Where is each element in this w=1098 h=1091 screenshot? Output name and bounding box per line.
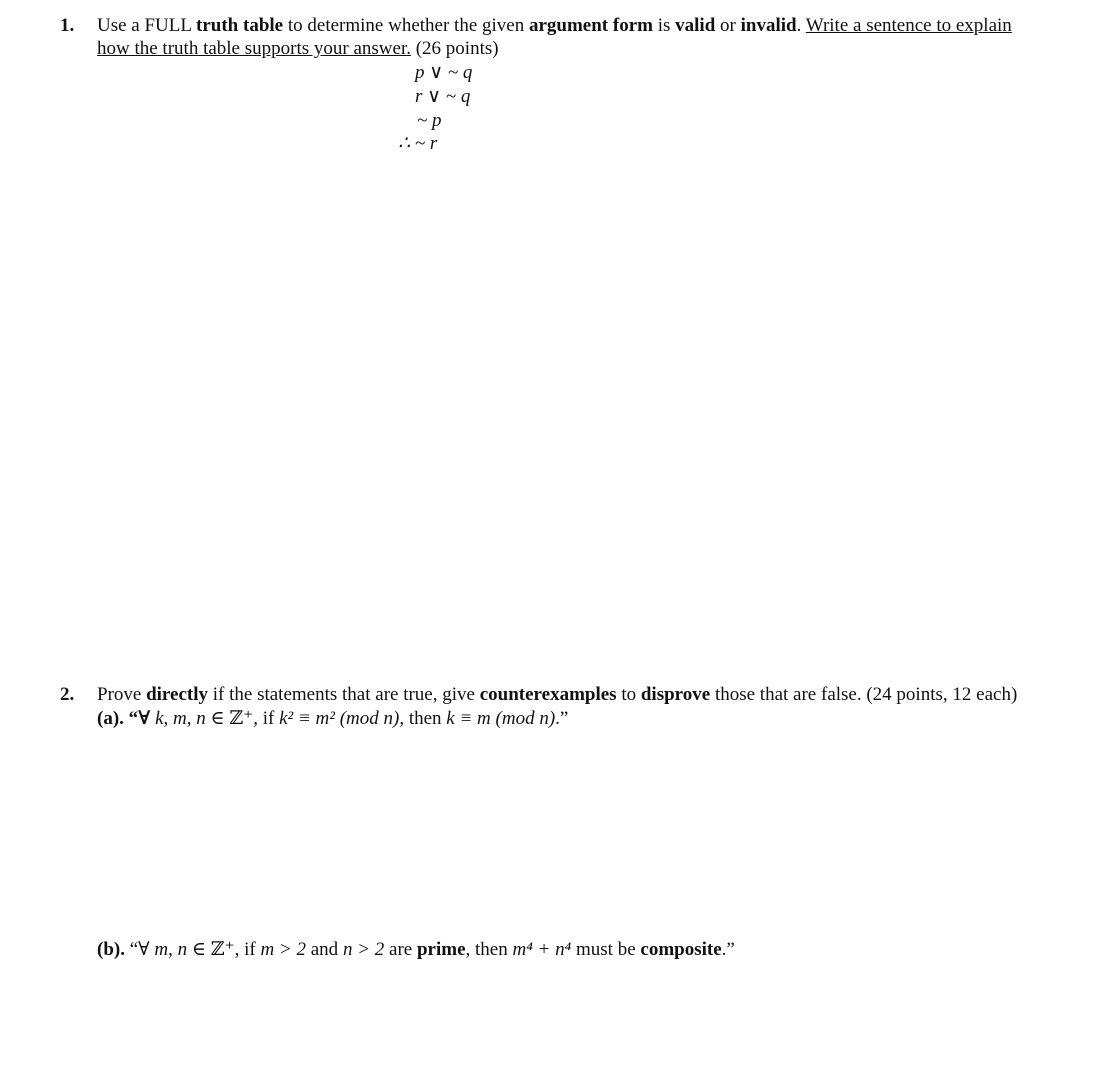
part-a: [97, 708, 568, 730]
part-b-condition-m: m > 2: [260, 939, 306, 960]
part-b-label: (b).: [97, 939, 125, 960]
question-1-line-2: [97, 38, 499, 60]
premise-1: p ∨ ~ q: [415, 62, 473, 83]
question-1-number: 1.: [60, 15, 75, 36]
bold-argument-form: argument form: [528, 15, 653, 36]
part-a-open: “∀: [123, 708, 156, 729]
text: is: [652, 15, 676, 36]
text: those that are false. (24 points, 12 each): [710, 684, 1018, 705]
text: or: [715, 15, 741, 36]
part-b-vars: m, n: [154, 939, 188, 960]
part-b: [97, 939, 735, 961]
question-2-line-1: [97, 684, 1017, 706]
text: to determine whether the given: [283, 15, 529, 36]
text: ∈ ℤ⁺, if: [187, 939, 261, 960]
text: and: [306, 939, 343, 960]
text: must be: [571, 939, 641, 960]
bold-invalid: invalid: [740, 15, 797, 36]
bold-prime: prime: [416, 939, 466, 960]
text: .”: [721, 939, 735, 960]
bold-disprove: disprove: [640, 684, 711, 705]
points: (26 points): [410, 38, 499, 59]
text: ∈ ℤ⁺, if: [205, 708, 280, 729]
part-b-condition-n: n > 2: [342, 939, 385, 960]
text: , then: [399, 708, 447, 729]
part-a-vars: k, m, n: [155, 708, 206, 729]
bold-truth-table: truth table: [196, 15, 284, 36]
bold-counterexamples: counterexamples: [479, 684, 617, 705]
part-b-expression: m⁴ + n⁴: [512, 939, 572, 960]
text: .: [796, 15, 806, 36]
text: , then: [465, 939, 513, 960]
bold-directly: directly: [146, 684, 208, 705]
bold-composite: composite: [640, 939, 722, 960]
part-a-conclusion: k ≡ m (mod n): [446, 708, 556, 729]
premise-2: r ∨ ~ q: [415, 86, 471, 107]
bold-valid: valid: [675, 15, 716, 36]
underlined-instruction-cont: how the truth table supports your answer.: [97, 38, 411, 59]
part-a-hypothesis: k² ≡ m² (mod n): [279, 708, 400, 729]
text: Prove: [97, 684, 147, 705]
question-1-line-1: [97, 15, 1012, 37]
text: are: [384, 939, 417, 960]
question-2-number: 2.: [60, 684, 75, 705]
underlined-instruction: Write a sentence to explain: [805, 15, 1012, 36]
conclusion: ∴ ~ r: [398, 133, 438, 154]
text: .”: [555, 708, 569, 729]
text: if the statements that are true, give: [208, 684, 480, 705]
text: Use a FULL: [97, 15, 197, 36]
text: to: [616, 684, 641, 705]
part-a-label: (a).: [97, 708, 124, 729]
premise-3: ~ p: [417, 110, 442, 131]
part-b-open: “∀: [124, 939, 155, 960]
